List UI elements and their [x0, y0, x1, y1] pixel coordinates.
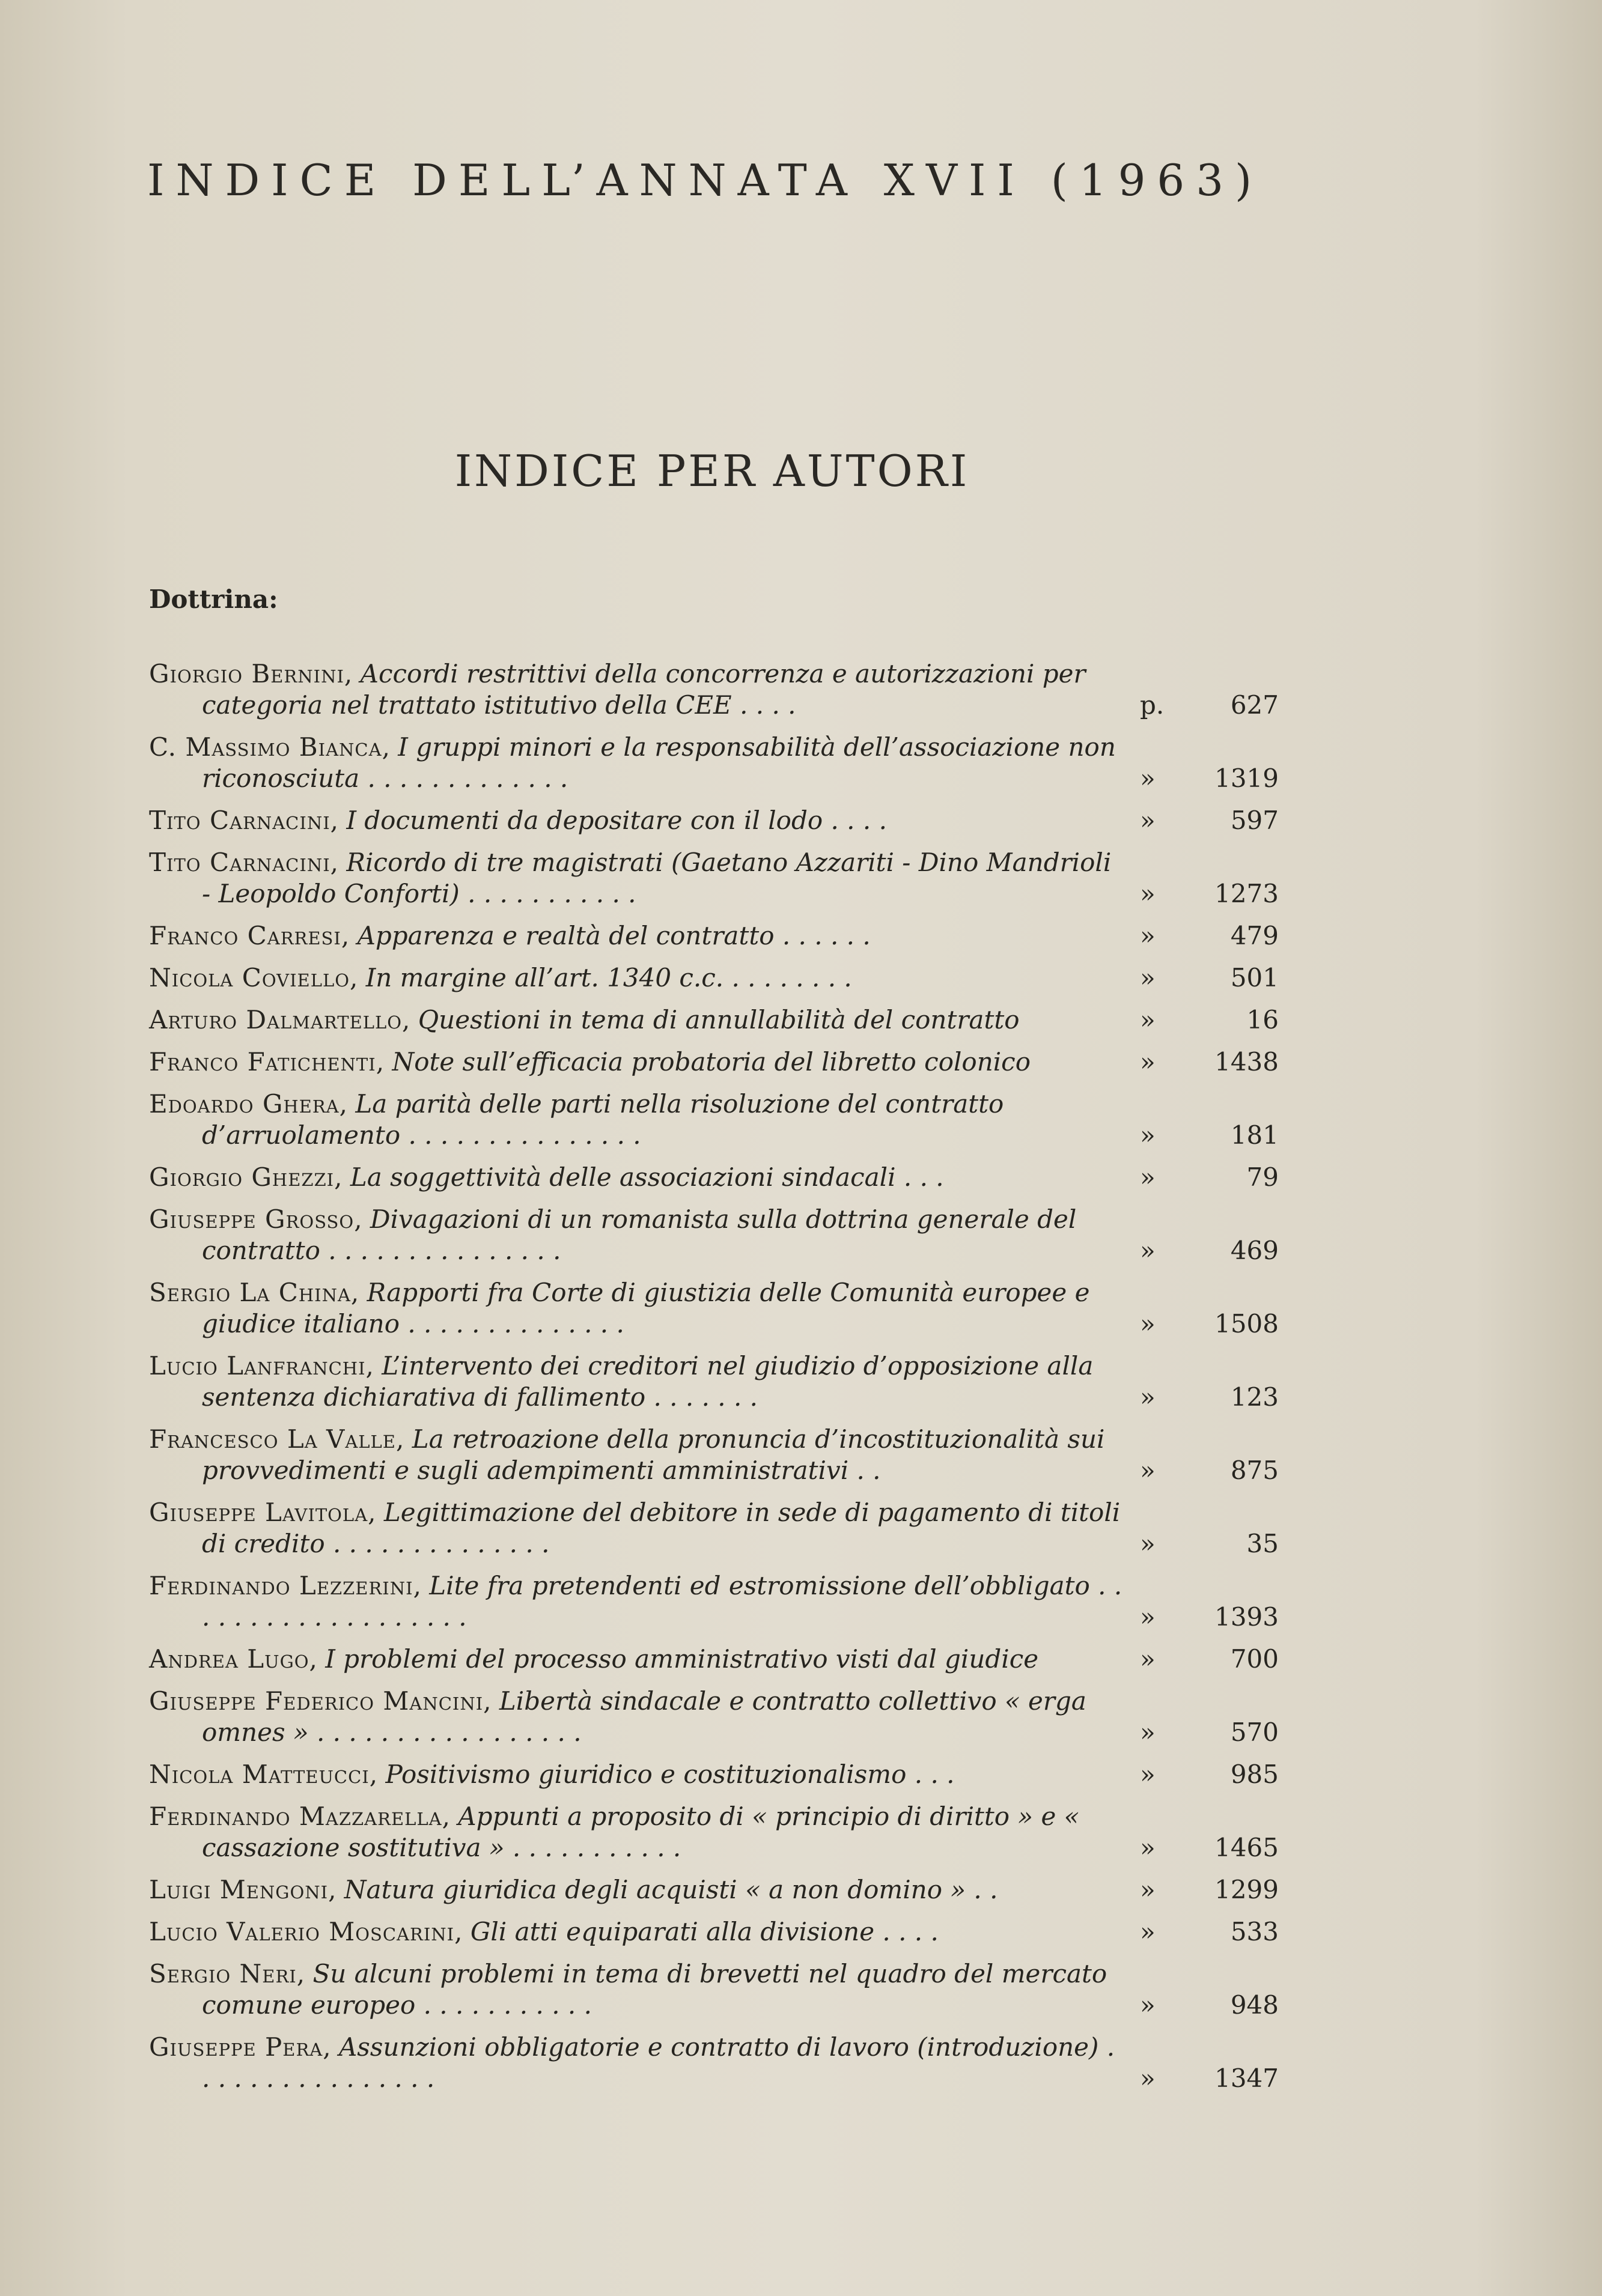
entry-author: Sergio Neri [149, 1959, 297, 1988]
entry-page-number: 181 [1230, 1120, 1279, 1150]
index-entry [149, 1759, 1279, 1790]
entry-page-marker: » [1140, 1917, 1156, 1946]
entry-page-number: 597 [1230, 806, 1279, 835]
entry-page-marker: » [1140, 1760, 1156, 1789]
entry-text: Lucio Lanfranchi, L’intervento dei creditori nel giudizio d’opposizione alla sentenza dichiarativa di fallimento . . . . . . . [149, 1351, 1094, 1412]
entry-page-marker: » [1140, 1456, 1156, 1485]
entry-text: Ferdinando Mazzarella, Appunti a proposito di « principio di diritto » e « cassazione sostitutiva » . . . . . . . . . . . [149, 1802, 1080, 1862]
entry-page-number: 1347 [1214, 2064, 1279, 2093]
entry-text: Giuseppe Lavitola, Legittimazione del debitore in sede di pagamento di titoli di credito . . . . . . . . . . . . . . [149, 1498, 1121, 1558]
entry-page-marker: » [1140, 1005, 1156, 1034]
entry-author: Giuseppe Grosso [149, 1204, 355, 1234]
entry-author: Franco Carresi [149, 921, 341, 950]
index-entry [149, 805, 1279, 836]
entry-author: Luigi Mengoni [149, 1875, 329, 1904]
entry-author: Nicola Matteucci [149, 1760, 370, 1789]
index-entry [149, 1204, 1279, 1266]
entry-title: Gli atti equiparati alla divisione . . . . [470, 1917, 939, 1946]
entry-title: I documenti da depositare con il lodo . . . . [346, 806, 887, 835]
volume-index-heading: INDICE DELL’ANNATA XVII (1963) [147, 155, 1264, 205]
index-entry [149, 1004, 1279, 1036]
entry-page-marker: » [1140, 963, 1156, 992]
entry-author: C. Massimo Bianca [149, 732, 382, 762]
entry-page-marker: » [1140, 1382, 1156, 1412]
entry-page-number: 627 [1230, 690, 1279, 720]
entry-title: Appunti a proposito di « principio di diritto » e « cassazione sostitutiva » . . . . . . . . . . . [202, 1802, 1080, 1862]
entry-page-number: 35 [1246, 1529, 1279, 1558]
index-entry [149, 1958, 1279, 2021]
entry-page-marker: » [1140, 1120, 1156, 1150]
entry-page-number: 1273 [1214, 879, 1279, 908]
entry-title: Ricordo di tre magistrati (Gaetano Azzariti - Dino Mandrioli - Leopoldo Conforti) . . . . . . . . . . . [202, 848, 1112, 908]
entry-author: Franco Fatichenti [149, 1047, 376, 1077]
index-entry [149, 1162, 1279, 1193]
entry-page-marker: » [1140, 1717, 1156, 1747]
entry-title: La soggettività delle associazioni sindacali . . . [350, 1162, 944, 1192]
entry-title: Lite fra pretendenti ed estromissione dell’obbligato . . . . . . . . . . . . . . . . . . . [202, 1571, 1122, 1632]
entry-page-marker: » [1140, 806, 1156, 835]
entry-author: Sergio La China [149, 1278, 351, 1307]
index-entry [149, 1874, 1279, 1906]
section-label-dottrina: Dottrina: [149, 585, 278, 614]
entry-author: Giorgio Bernini [149, 659, 344, 688]
index-entry [149, 1277, 1279, 1340]
entry-author: Francesco La Valle [149, 1424, 396, 1454]
entry-text: Andrea Lugo, I problemi del processo amministrativo visti dal giudice [149, 1644, 1039, 1674]
index-entry [149, 1916, 1279, 1948]
entry-author: Ferdinando Mazzarella [149, 1802, 442, 1831]
entry-page-number: 533 [1230, 1917, 1279, 1946]
index-entry [149, 1350, 1279, 1413]
entry-title: I gruppi minori e la responsabilità dell’associazione non riconosciuta . . . . . . . . . . . . . [202, 732, 1116, 793]
entry-author: Arturo Dalmartello [149, 1005, 403, 1034]
entry-text: Francesco La Valle, La retroazione della pronuncia d’incostituzionalità sui provvedimenti e sugli adempimenti amministrativi . . [149, 1424, 1105, 1485]
entry-author: Tito Carnacini [149, 848, 330, 877]
entry-page-number: 1508 [1214, 1309, 1279, 1338]
index-entry [149, 658, 1279, 721]
entry-text: Giorgio Bernini, Accordi restrittivi della concorrenza e autorizzazioni per categoria nel trattato istitutivo della CEE . . . . [149, 659, 1086, 720]
entry-text: Giuseppe Pera, Assunzioni obbligatorie e contratto di lavoro (introduzione) . . . . . . . . . . . . . . . . [149, 2032, 1115, 2093]
entry-page-number: 1319 [1214, 764, 1279, 793]
entry-page-number: 570 [1230, 1717, 1279, 1747]
entry-page-marker: » [1140, 1309, 1156, 1338]
entry-page-marker: » [1140, 1162, 1156, 1192]
index-entry [149, 1089, 1279, 1151]
entry-author: Edoardo Ghera [149, 1089, 340, 1119]
entry-author: Giuseppe Lavitola [149, 1498, 368, 1527]
entry-title: Rapporti fra Corte di giustizia delle Comunità europee e giudice italiano . . . . . . . . . . . . . . [202, 1278, 1090, 1338]
entry-title: In margine all’art. 1340 c.c. . . . . . . . . [365, 963, 852, 992]
index-entry [149, 1801, 1279, 1863]
entry-page-marker: » [1140, 921, 1156, 950]
authors-index-heading: INDICE PER AUTORI [454, 446, 970, 496]
entry-author: Tito Carnacini [149, 806, 330, 835]
index-entry [149, 1424, 1279, 1486]
entry-text: Sergio Neri, Su alcuni problemi in tema di brevetti nel quadro del mercato comune europeo . . . . . . . . . . . [149, 1959, 1107, 2020]
entry-page-marker: p. [1140, 690, 1165, 720]
entry-title: Divagazioni di un romanista sulla dottrina generale del contratto . . . . . . . . . . . . . . . [202, 1204, 1077, 1265]
entry-author: Lucio Lanfranchi [149, 1351, 366, 1380]
entry-page-number: 79 [1246, 1162, 1279, 1192]
entry-author: Giuseppe Pera [149, 2032, 323, 2062]
index-entry [149, 847, 1279, 910]
entry-author: Nicola Coviello [149, 963, 350, 992]
entry-page-marker: » [1140, 764, 1156, 793]
entry-page-marker: » [1140, 1644, 1156, 1674]
entry-text: Nicola Coviello, In margine all’art. 1340 c.c. . . . . . . . . [149, 963, 852, 992]
entry-page-number: 985 [1230, 1760, 1279, 1789]
entry-page-number: 479 [1230, 921, 1279, 950]
entry-page-marker: » [1140, 1236, 1156, 1265]
entry-page-marker: » [1140, 2064, 1156, 2093]
entry-page-number: 1393 [1214, 1602, 1279, 1632]
entry-author: Giuseppe Federico Mancini [149, 1686, 484, 1716]
entry-title: Assunzioni obbligatorie e contratto di lavoro (introduzione) . . . . . . . . . . . . . . . . [202, 2032, 1115, 2093]
entry-author: Ferdinando Lezzerini [149, 1571, 413, 1600]
entry-text: Giuseppe Grosso, Divagazioni di un romanista sulla dottrina generale del contratto . . . . . . . . . . . . . . . [149, 1204, 1077, 1265]
entry-title: Libertà sindacale e contratto collettivo « erga omnes » . . . . . . . . . . . . . . . . . [202, 1686, 1086, 1747]
entry-text: Edoardo Ghera, La parità delle parti nella risoluzione del contratto d’arruolamento . . . . . . . . . . . . . . . [149, 1089, 1004, 1150]
index-entry [149, 1046, 1279, 1078]
entry-text: Arturo Dalmartello, Questioni in tema di annullabilità del contratto [149, 1005, 1020, 1034]
entry-page-marker: » [1140, 1602, 1156, 1632]
entry-text: Giuseppe Federico Mancini, Libertà sindacale e contratto collettivo « erga omnes » . . . . . . . . . . . . . . . . . [149, 1686, 1086, 1747]
entry-title: I problemi del processo amministrativo visti dal giudice [325, 1644, 1039, 1674]
entry-title: Accordi restrittivi della concorrenza e autorizzazioni per categoria nel trattato istitutivo della CEE . . . . [202, 659, 1086, 720]
entry-title: La parità delle parti nella risoluzione del contratto d’arruolamento . . . . . . . . . . . . . . . [202, 1089, 1004, 1150]
index-entry [149, 1570, 1279, 1633]
index-entry [149, 1686, 1279, 1748]
index-entry [149, 2032, 1279, 2094]
entry-title: Note sull’efficacia probatoria del libretto colonico [392, 1047, 1031, 1077]
entry-text: Franco Carresi, Apparenza e realtà del contratto . . . . . . [149, 921, 871, 950]
entry-text: Franco Fatichenti, Note sull’efficacia probatoria del libretto colonico [149, 1047, 1031, 1077]
entry-author: Andrea Lugo [149, 1644, 309, 1674]
entry-text: Ferdinando Lezzerini, Lite fra pretendenti ed estromissione dell’obbligato . . . . . . . . . . . . . . . . . . . [149, 1571, 1122, 1632]
entry-title: Apparenza e realtà del contratto . . . . . . [357, 921, 871, 950]
entry-author: Lucio Valerio Moscarini [149, 1917, 455, 1946]
entry-title: Su alcuni problemi in tema di brevetti nel quadro del mercato comune europeo . . . . . . . . . . . [202, 1959, 1107, 2020]
entry-author: Giorgio Ghezzi [149, 1162, 335, 1192]
index-entry [149, 962, 1279, 994]
entry-text: C. Massimo Bianca, I gruppi minori e la responsabilità dell’associazione non riconosciuta . . . . . . . . . . . . . [149, 732, 1116, 793]
entry-title: L’intervento dei creditori nel giudizio d’opposizione alla sentenza dichiarativa di fallimento . . . . . . . [202, 1351, 1094, 1412]
entry-title: Positivismo giuridico e costituzionalismo . . . [385, 1760, 955, 1789]
entry-page-number: 469 [1230, 1236, 1279, 1265]
entry-page-number: 1299 [1214, 1875, 1279, 1904]
entry-text: Nicola Matteucci, Positivismo giuridico e costituzionalismo . . . [149, 1760, 955, 1789]
entry-title: Questioni in tema di annullabilità del contratto [418, 1005, 1020, 1034]
index-entry [149, 920, 1279, 952]
index-entry [149, 1644, 1279, 1675]
index-entry [149, 732, 1279, 794]
entry-title: Legittimazione del debitore in sede di pagamento di titoli di credito . . . . . . . . . . . . . . [202, 1498, 1121, 1558]
author-index-list [149, 658, 1279, 2105]
entry-page-number: 1438 [1214, 1047, 1279, 1077]
entry-page-marker: » [1140, 1529, 1156, 1558]
entry-page-marker: » [1140, 1875, 1156, 1904]
entry-page-marker: » [1140, 1990, 1156, 2020]
entry-text: Lucio Valerio Moscarini, Gli atti equiparati alla divisione . . . . [149, 1917, 939, 1946]
entry-text: Sergio La China, Rapporti fra Corte di giustizia delle Comunità europee e giudice italiano . . . . . . . . . . . . . . [149, 1278, 1090, 1338]
entry-page-number: 1465 [1214, 1833, 1279, 1862]
entry-page-number: 501 [1230, 963, 1279, 992]
entry-page-number: 948 [1230, 1990, 1279, 2020]
entry-page-number: 875 [1230, 1456, 1279, 1485]
entry-page-number: 700 [1230, 1644, 1279, 1674]
entry-text: Tito Carnacini, Ricordo di tre magistrati (Gaetano Azzariti - Dino Mandrioli - Leopoldo Conforti) . . . . . . . . . . . [149, 848, 1112, 908]
entry-text: Giorgio Ghezzi, La soggettività delle associazioni sindacali . . . [149, 1162, 944, 1192]
entry-page-marker: » [1140, 1047, 1156, 1077]
entry-text: Luigi Mengoni, Natura giuridica degli acquisti « a non domino » . . [149, 1875, 998, 1904]
entry-page-number: 16 [1246, 1005, 1279, 1034]
entry-title: Natura giuridica degli acquisti « a non domino » . . [344, 1875, 998, 1904]
entry-page-marker: » [1140, 879, 1156, 908]
index-entry [149, 1497, 1279, 1560]
entry-page-number: 123 [1230, 1382, 1279, 1412]
entry-page-marker: » [1140, 1833, 1156, 1862]
entry-title: La retroazione della pronuncia d’incostituzionalità sui provvedimenti e sugli adempimenti amministrativi . . [202, 1424, 1105, 1485]
entry-text: Tito Carnacini, I documenti da depositare con il lodo . . . . [149, 806, 887, 835]
